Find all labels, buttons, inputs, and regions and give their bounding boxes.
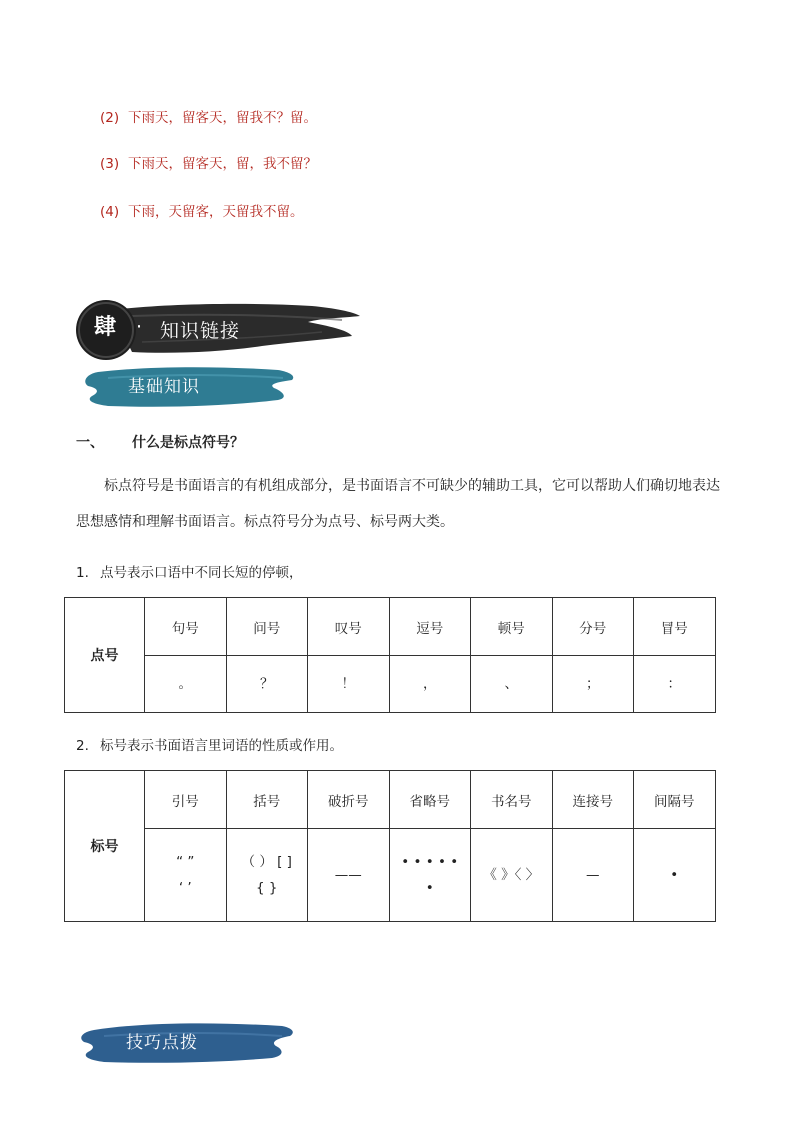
symbol-line: （ ） [ ] (241, 854, 292, 870)
table-cell: 、 (471, 656, 553, 713)
section-title: 知识链接 (160, 320, 241, 342)
table-cell: 。 (145, 656, 227, 713)
item-number: 1. (76, 565, 89, 581)
pause-marks-table (64, 597, 716, 713)
intro-line: 标点符号是书面语言的有机组成部分，是书面语言不可缺少的辅助工具，它可以帮助人们确切地表达 (104, 478, 720, 494)
intro-paragraph (76, 468, 722, 540)
row-label: 点号 (65, 598, 145, 713)
table-cell: ： (634, 656, 716, 713)
example-line (100, 106, 317, 126)
table-cell (145, 829, 227, 922)
table-cell: 书名号 (471, 771, 553, 829)
example-number: (4) (100, 204, 120, 220)
section-badge: 肆 (94, 315, 117, 340)
marker-marks-table (64, 770, 716, 922)
subsection-banner-tips (76, 1016, 296, 1066)
table-cell: 问号 (226, 598, 308, 656)
example-line (100, 200, 304, 220)
row-label: 标号 (65, 771, 145, 922)
question-heading (76, 432, 244, 452)
symbol-line: { } (256, 880, 278, 896)
symbol-line: • • • • • (401, 854, 459, 870)
table-cell (552, 829, 634, 922)
table-cell: 逗号 (389, 598, 471, 656)
example-number: (3) (100, 156, 120, 172)
table-cell: 连接号 (552, 771, 634, 829)
symbol-line: • (670, 867, 679, 883)
table-cell: 顿号 (471, 598, 553, 656)
table-cell (471, 829, 553, 922)
item-number: 2. (76, 738, 89, 754)
section-banner (72, 296, 362, 368)
symbol-line: — (586, 867, 600, 883)
symbol-line: ‘ ’ (178, 880, 192, 896)
list-item (76, 734, 343, 754)
table-cell (226, 829, 308, 922)
example-number: (2) (100, 110, 120, 126)
symbol-line: —— (334, 867, 362, 883)
table-cell: ； (552, 656, 634, 713)
table-cell: 冒号 (634, 598, 716, 656)
banner-separator: · (136, 316, 143, 338)
list-item (76, 561, 303, 581)
heading-text: 什么是标点符号？ (132, 435, 244, 451)
subsection-title: 技巧点拨 (126, 1033, 198, 1053)
item-text: 点号表示口语中不同长短的停顿， (100, 565, 303, 581)
table-cell: 引号 (145, 771, 227, 829)
subsection-banner-basic (78, 360, 298, 410)
table-cell: 破折号 (308, 771, 390, 829)
heading-number: 一、 (76, 435, 104, 451)
subsection-title: 基础知识 (128, 377, 200, 397)
symbol-line: 《 》〈 〉 (483, 867, 540, 883)
table-cell: 省略号 (389, 771, 471, 829)
example-text: 下雨天，留客天，留，我不留？ (128, 156, 317, 172)
example-line (100, 152, 317, 172)
table-cell: ， (389, 656, 471, 713)
table-cell: ？ (226, 656, 308, 713)
example-text: 下雨，天留客，天留我不留。 (128, 204, 304, 220)
table-cell (389, 829, 471, 922)
symbol-line: • (425, 880, 434, 896)
table-cell (634, 829, 716, 922)
table-cell: 间隔号 (634, 771, 716, 829)
table-cell: 分号 (552, 598, 634, 656)
table-cell (308, 829, 390, 922)
table-cell: 句号 (145, 598, 227, 656)
table-cell: 叹号 (308, 598, 390, 656)
item-text: 标号表示书面语言里词语的性质或作用。 (100, 738, 343, 754)
symbol-line: “ ” (176, 854, 195, 870)
table-cell: 括号 (226, 771, 308, 829)
table-cell: ！ (308, 656, 390, 713)
intro-line: 思想感情和理解书面语言。标点符号分为点号、标号两大类。 (76, 514, 454, 530)
example-text: 下雨天，留客天，留我不？留。 (128, 110, 317, 126)
